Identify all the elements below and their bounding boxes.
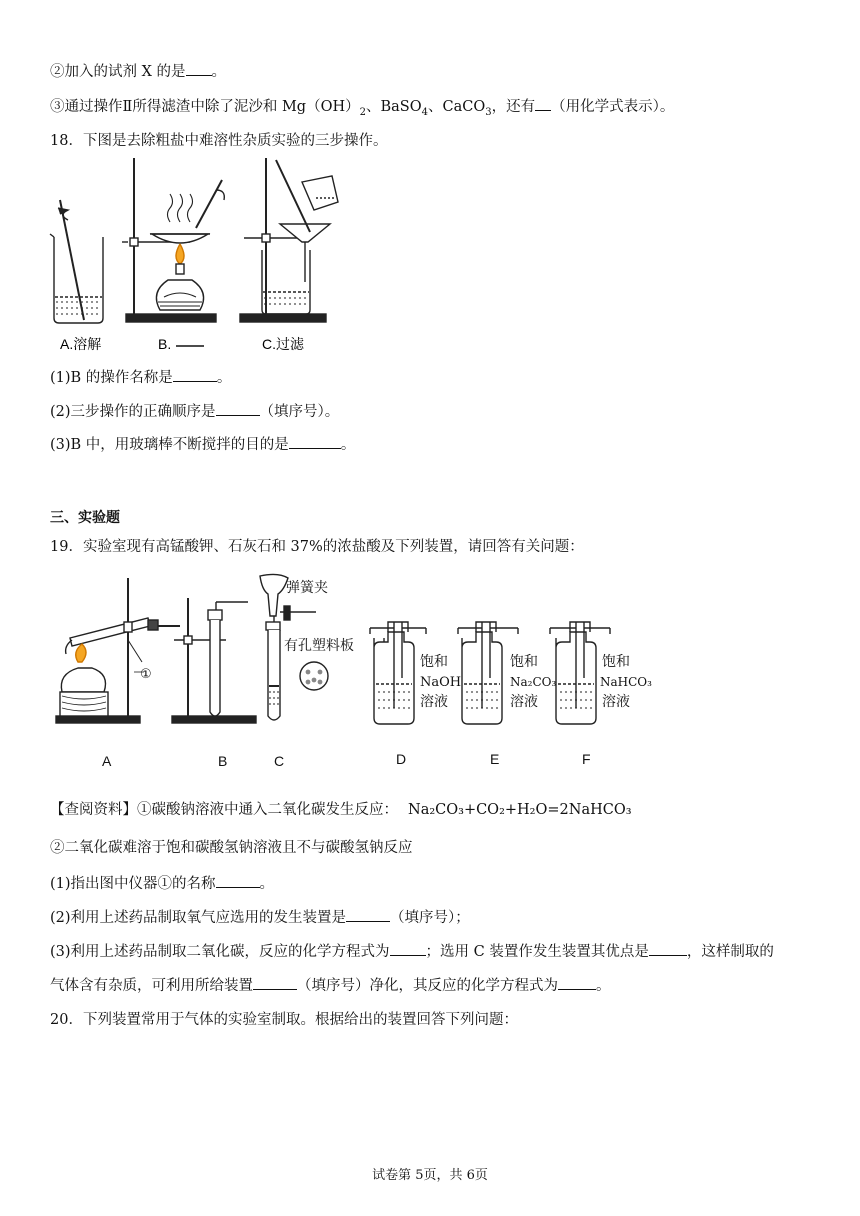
caption-c: C [274, 753, 285, 769]
q18-sub2-end: （填序号）。 [259, 404, 340, 420]
answer-blank[interactable] [390, 941, 426, 956]
q17-item3 [50, 95, 674, 118]
filtration-apparatus [240, 158, 338, 322]
bottle-d-label-3: 溶液 [420, 694, 448, 710]
perforated-plate-label: 有孔塑料板 [284, 638, 354, 654]
apparatus-c [260, 574, 354, 720]
q19-sub2-end: （填序号）； [390, 910, 470, 926]
q17-item3-text: 、CaCO [428, 99, 486, 115]
q19-sub1 [50, 872, 274, 893]
bottle-e-label-2: Na₂CO₃ [510, 675, 557, 689]
q19-figure [48, 568, 668, 774]
q17-item3-end: （用化学式表示）。 [551, 99, 675, 115]
bottle-e-label-3: 溶液 [510, 694, 538, 710]
answer-blank[interactable] [186, 61, 212, 76]
bottle-d-label-1: 饱和 [420, 654, 448, 670]
subscript: 2 [359, 106, 366, 118]
subscript: 4 [421, 106, 428, 118]
chemical-equation: Na₂CO₃+CO₂+H₂O=2NaHCO₃ [408, 802, 632, 818]
q17-item3-text: ③通过操作Ⅱ所得滤渣中除了泥沙和 Mg（OH） [50, 99, 360, 115]
page-footer: 试卷第 5页，共 6页 [372, 1168, 488, 1183]
q19-sub3-text: ，这样制取的 [686, 944, 774, 960]
q18-sub2 [50, 400, 339, 421]
bottle-f [550, 622, 610, 724]
apparatus-b [172, 598, 256, 723]
q19-sub2-text: (2)利用上述药品制取氧气应选用的发生装置是 [50, 910, 347, 926]
q18-sub2-text: (2)三步操作的正确顺序是 [50, 404, 216, 420]
q18-sub1 [50, 366, 231, 387]
answer-blank[interactable] [289, 434, 341, 449]
q19-sub3-text: 气体含有杂质，可利用所给装置 [50, 978, 253, 994]
caption-e: E [490, 751, 500, 767]
fig-label-a: A.溶解 [60, 336, 102, 352]
q19-sub3-line1 [50, 940, 774, 961]
q17-item2 [50, 60, 226, 81]
answer-blank[interactable] [558, 975, 596, 990]
q18-stem: 18．下图是去除粗盐中难溶性杂质实验的三步操作。 [50, 133, 388, 149]
q19-sub3-text: ；选用 C 装置作发生装置其优点是 [425, 944, 649, 960]
q17-item2-text: ②加入的试剂 X 的是 [50, 64, 186, 80]
q17-item3-text: 、BaSO [366, 99, 422, 115]
q18-sub3 [50, 433, 355, 454]
fig-label-b: B. [158, 336, 172, 352]
answer-blank[interactable] [253, 975, 297, 990]
subscript: 3 [485, 106, 492, 118]
q19-reference-2: ②二氧化碳难溶于饱和碳酸氢钠溶液且不与碳酸氢钠反应 [50, 840, 413, 856]
bottle-e [458, 622, 518, 724]
q18-sub3-text: (3)B 中，用玻璃棒不断搅拌的目的是 [50, 437, 289, 453]
evaporation-apparatus [122, 158, 224, 322]
bottle-d-label-2: NaOH [420, 675, 462, 690]
answer-blank[interactable] [173, 367, 217, 382]
q18-sub1-text: (1)B 的操作名称是 [50, 370, 173, 386]
section-title: 三、实验题 [50, 510, 120, 526]
q19-sub3-line2 [50, 974, 611, 995]
dissolve-apparatus [50, 200, 103, 323]
caption-f: F [582, 751, 591, 767]
q19-sub3-end: 。 [596, 978, 611, 994]
reference-text: 【查阅资料】①碳酸钠溶液中通入二氧化碳发生反应： [50, 802, 398, 818]
q19-sub1-text: (1)指出图中仪器①的名称 [50, 876, 216, 892]
bottle-e-label-1: 饱和 [510, 654, 538, 670]
q19-sub3-text: （填序号）净化，其反应的化学方程式为 [297, 978, 558, 994]
bottle-d [370, 622, 426, 724]
caption-a: A [102, 753, 112, 769]
apparatus-a [56, 578, 180, 723]
q18-sub3-end: 。 [340, 437, 356, 453]
q19-sub2 [50, 906, 470, 927]
q18-sub1-end: 。 [216, 370, 232, 386]
answer-blank[interactable] [216, 401, 260, 416]
instrument-number-label: ① [140, 667, 152, 682]
q20-stem: 20．下列装置常用于气体的实验室制取。根据给出的装置回答下列问题： [50, 1012, 518, 1028]
q19-sub3-text: (3)利用上述药品制取二氧化碳，反应的化学方程式为 [50, 944, 390, 960]
caption-b: B [218, 753, 228, 769]
q17-item3-text: ，还有 [491, 99, 536, 115]
spring-clip-label: 弹簧夹 [286, 580, 328, 596]
bottle-f-label-2: NaHCO₃ [600, 675, 652, 689]
bottle-f-label-1: 饱和 [602, 654, 630, 670]
caption-d: D [396, 751, 407, 767]
answer-blank[interactable] [346, 907, 390, 922]
q19-reference-1 [50, 798, 632, 819]
answer-blank[interactable] [535, 96, 551, 111]
answer-blank[interactable] [216, 873, 260, 888]
q19-stem: 19．实验室现有高锰酸钾、石灰石和 37%的浓盐酸及下列装置，请回答有关问题： [50, 539, 584, 555]
q17-item2-end: 。 [211, 64, 227, 80]
bottle-f-label-3: 溶液 [602, 694, 630, 710]
q18-figure [40, 152, 340, 352]
q19-sub1-end: 。 [259, 876, 275, 892]
fig-label-c: C.过滤 [262, 336, 304, 352]
answer-blank[interactable] [649, 941, 687, 956]
